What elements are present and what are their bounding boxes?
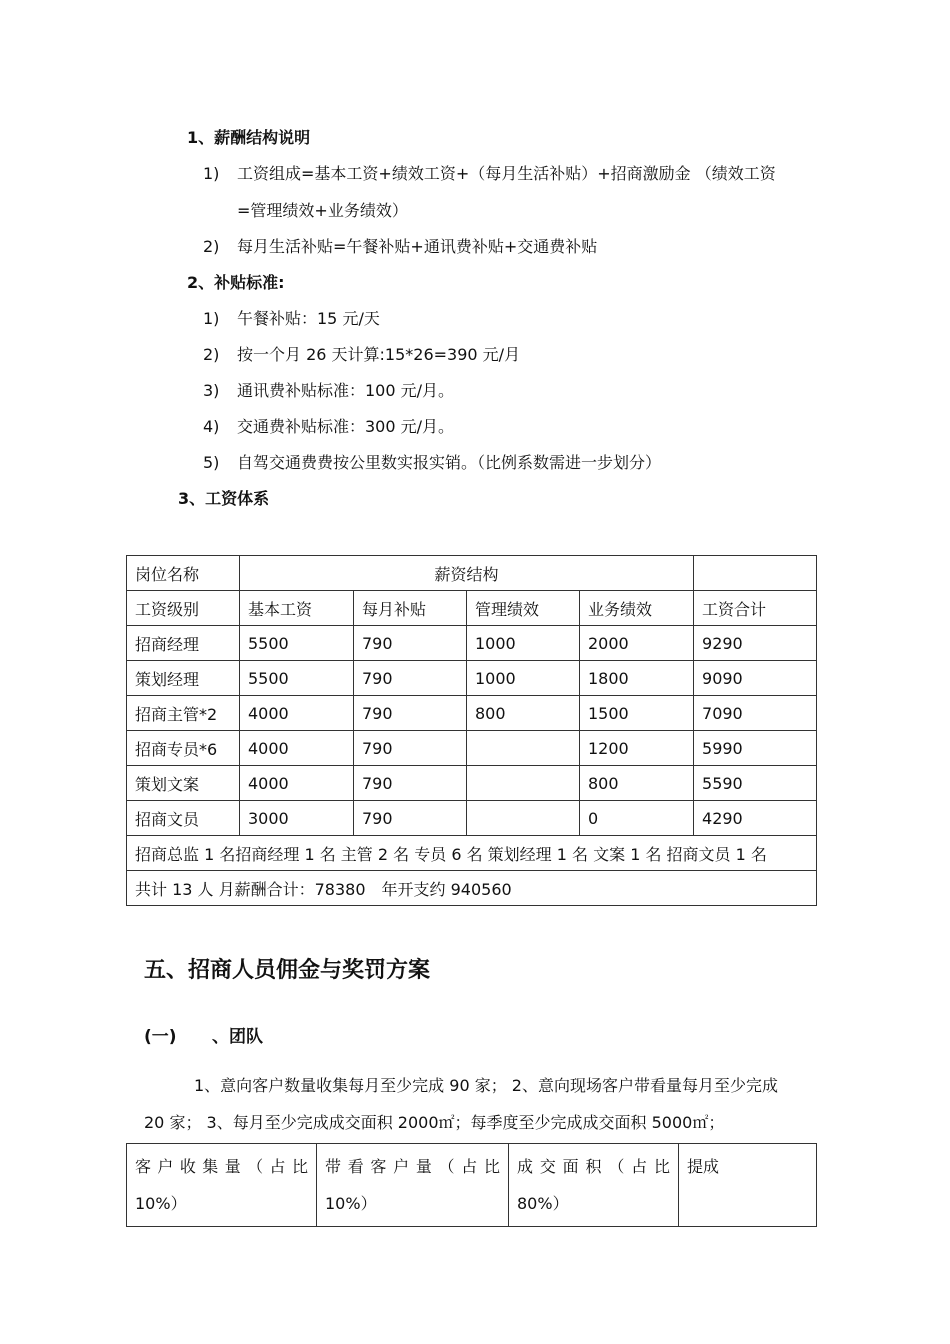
table-cell: 招商主管*2 [127,696,240,731]
table-footer-cell: 共计 13 人 月薪酬合计：78380 年开支约 940560 [127,871,817,906]
cell-line: 10%） [325,1194,377,1213]
list-text: 按一个月 26 天计算:15*26=390 元/月 [237,345,521,364]
table-cell [509,1144,679,1227]
list-text: 午餐补贴：15 元/天 [237,309,380,328]
table-footer-row [127,836,817,871]
subsection-title: 、团队 [212,1027,263,1047]
table-cell: 1800 [580,661,694,696]
commission-table [126,1143,817,1227]
table-cell: 5500 [240,626,354,661]
list-number: 1) [203,309,220,328]
table-cell: 3000 [240,801,354,836]
table-cell: 5590 [694,766,817,801]
list-number: 2) [203,237,220,256]
table-header-row [127,556,817,591]
paragraph-line: 1、意向客户数量收集每月至少完成 90 家； 2、意向现场客户带看量每月至少完成 [194,1076,778,1095]
cell-line: 成交面积（占比 [517,1157,670,1176]
table-cell [467,801,580,836]
table-cell: 4000 [240,696,354,731]
table-cell [467,731,580,766]
list-number: 2) [203,345,220,364]
table-cell: 1500 [580,696,694,731]
cell-line: 10%） [135,1194,187,1213]
list-item [203,381,454,401]
table-cell: 800 [467,696,580,731]
list-item [203,345,520,365]
list-item [203,453,661,473]
table-cell [127,1144,317,1227]
table-cell: 5990 [694,731,817,766]
cell-line: 带看客户量（占比 [325,1157,500,1176]
section1-heading: 1、薪酬结构说明 [187,128,311,147]
table-header-cell: 管理绩效 [467,591,580,626]
list-text: 每月生活补贴=午餐补贴+通讯费补贴+交通费补贴 [237,237,598,256]
table-cell: 790 [354,661,467,696]
table-header-cell: 基本工资 [240,591,354,626]
salary-table [126,555,817,906]
list-item [203,417,454,437]
table-cell: 800 [580,766,694,801]
list-text: 交通费补贴标准：300 元/月。 [237,417,455,436]
cell-line: 客户收集量（占比 [135,1157,308,1176]
table-header-cell: 岗位名称 [127,556,240,591]
list-item [203,237,597,257]
subsection-number: (一) [144,1027,177,1047]
table-cell: 0 [580,801,694,836]
table-row [127,696,817,731]
table-cell: 招商经理 [127,626,240,661]
table-cell: 9090 [694,661,817,696]
table-cell: 4000 [240,766,354,801]
table-cell: 策划文案 [127,766,240,801]
table-row [127,626,817,661]
list-text: 自驾交通费费按公里数实报实销。（比例系数需进一步划分） [237,453,662,472]
table-cell: 2000 [580,626,694,661]
table-cell: 1000 [467,661,580,696]
table-cell: 1000 [467,626,580,661]
table-cell [467,766,580,801]
section3-heading: 3、工资体系 [178,489,270,508]
table-cell: 招商专员*6 [127,731,240,766]
list-number: 3) [203,381,220,400]
table-header-cell: 工资级别 [127,591,240,626]
table-footer-cell: 招商总监 1 名招商经理 1 名 主管 2 名 专员 6 名 策划经理 1 名 文案 1 名 招商文员 1 名 [127,836,817,871]
section2-heading: 2、补贴标准: [187,273,285,292]
table-row [127,731,817,766]
table-row [127,801,817,836]
table-cell: 1200 [580,731,694,766]
list-number: 4) [203,417,220,436]
table-cell: 4000 [240,731,354,766]
table-cell: 790 [354,801,467,836]
list-text: 工资组成=基本工资+绩效工资+（每月生活补贴）+招商激励金 （绩效工资 [237,164,776,183]
table-cell: 790 [354,766,467,801]
table-cell: 9290 [694,626,817,661]
table-header-cell: 每月补贴 [354,591,467,626]
table-header-cell [694,556,817,591]
table-header-cell: 工资合计 [694,591,817,626]
list-item-continuation: =管理绩效+业务绩效） [237,201,408,220]
table-cell: 招商文员 [127,801,240,836]
table-header-row [127,591,817,626]
list-item [203,309,380,329]
list-number: 1) [203,164,220,183]
table-cell: 790 [354,696,467,731]
table-footer-row [127,871,817,906]
cell-line: 提成 [687,1157,720,1176]
table-header-cell-span: 薪资结构 [240,556,694,591]
table-cell [679,1144,817,1227]
table-header-cell: 业务绩效 [580,591,694,626]
cell-line: 80%） [517,1194,569,1213]
table-cell: 790 [354,626,467,661]
list-text: 通讯费补贴标准：100 元/月。 [237,381,455,400]
chapter-title: 五、招商人员佣金与奖罚方案 [144,958,431,983]
table-cell: 5500 [240,661,354,696]
table-cell [317,1144,509,1227]
list-item [203,164,776,184]
table-cell: 4290 [694,801,817,836]
table-cell: 790 [354,731,467,766]
table-cell: 策划经理 [127,661,240,696]
table-row [127,766,817,801]
table-row [127,661,817,696]
table-cell: 7090 [694,696,817,731]
table-row [127,1144,817,1227]
paragraph-line: 20 家； 3、每月至少完成成交面积 2000㎡；每季度至少完成成交面积 5000㎡； [144,1113,725,1132]
list-number: 5) [203,453,220,472]
